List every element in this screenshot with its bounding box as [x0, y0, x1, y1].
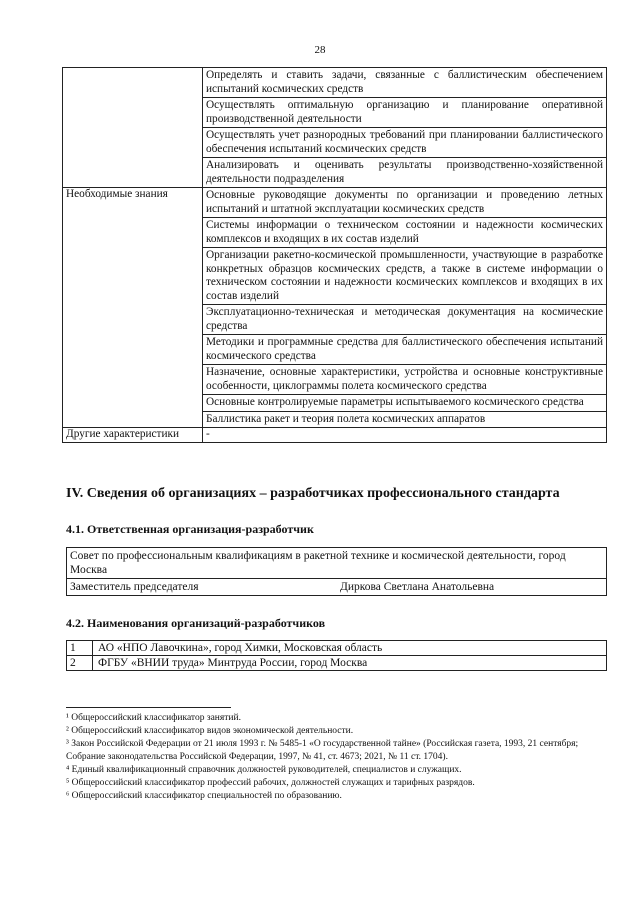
footnote-separator — [66, 707, 231, 708]
responsible-org-table — [66, 547, 607, 596]
skills-knowledge-table — [62, 67, 607, 443]
responsible-org-heading: 4.1. Ответственная организация-разработчик — [66, 522, 314, 536]
page-number: 28 — [314, 44, 326, 56]
table-row — [67, 656, 607, 671]
developer-number: 1 — [67, 641, 93, 656]
knowledge-cell: Баллистика ракет и теория полета космических аппаратов — [203, 411, 607, 428]
footnote: ⁶ Общероссийский классификатор специальностей по образованию. — [66, 791, 342, 801]
skills-label-cell — [63, 68, 203, 188]
table-row — [67, 579, 607, 596]
developer-number: 2 — [67, 656, 93, 671]
knowledge-cell: Методики и программные средства для баллистического обеспечения испытаний космического средства — [203, 335, 607, 365]
other-characteristics-value: - — [203, 428, 607, 443]
skill-cell: Анализировать и оценивать результаты производственно-хозяйственной деятельности подразделения — [203, 158, 607, 188]
footnote: ⁴ Единый квалификационный справочник должностей руководителей, специалистов и служащих. — [66, 765, 462, 775]
table-row — [67, 548, 607, 579]
table-row — [63, 428, 607, 443]
section-title: IV. Сведения об организациях – разработчиках профессионального стандарта — [66, 486, 560, 501]
footnote: ⁵ Общероссийский классификатор профессий рабочих, должностей служащих и тарифных разрядов. — [66, 778, 475, 788]
knowledge-cell: Основные руководящие документы по организации и проведению летных испытаний и штатной эксплуатации космических средств — [203, 188, 607, 218]
knowledge-cell: Организации ракетно-космической промышленности, участвующие в разработке конкретных образцов космических средств, а также в системе информации о техническом состоянии и надежности космических комплексов и входящих в их состав изделий — [203, 248, 607, 305]
table-row — [63, 68, 607, 98]
knowledge-label: Необходимые знания — [63, 188, 203, 428]
table-row — [67, 641, 607, 656]
developer-name: АО «НПО Лавочкина», город Химки, Московская область — [93, 641, 607, 656]
knowledge-cell: Назначение, основные характеристики, устройства и основные конструктивные особенности, циклограммы полета космического средства — [203, 365, 607, 395]
developers-table — [66, 640, 607, 671]
responsible-signatory-cell — [67, 579, 607, 596]
signatory-name: Диркова Светлана Анатольевна — [340, 581, 495, 593]
skill-cell: Определять и ставить задачи, связанные с баллистическим обеспечением испытаний космических средств — [203, 68, 607, 98]
table-row — [63, 188, 607, 218]
skill-cell: Осуществлять оптимальную организацию и планирование оперативной производственной деятельности — [203, 98, 607, 128]
footnote: ² Общероссийский классификатор видов экономической деятельности. — [66, 726, 354, 736]
responsible-org-name: Совет по профессиональным квалификациям в ракетной технике и космической деятельности, город Москва — [67, 548, 607, 579]
developers-heading: 4.2. Наименования организаций-разработчиков — [66, 616, 326, 630]
knowledge-cell: Эксплуатационно-техническая и методическая документация на космические средства — [203, 305, 607, 335]
signatory-position: Заместитель председателя — [70, 581, 199, 593]
skill-cell: Осуществлять учет разнородных требований при планировании баллистического обеспечения испытаний космических средств — [203, 128, 607, 158]
knowledge-cell: Системы информации о техническом состоянии и надежности космических комплексов и входящих в их состав изделий — [203, 218, 607, 248]
other-characteristics-label: Другие характеристики — [63, 428, 203, 443]
footnote: ¹ Общероссийский классификатор занятий. — [66, 713, 241, 723]
footnote: ³ Закон Российской Федерации от 21 июля 1993 г. № 5485-1 «О государственной тайне» (Российская газета, 1993, 21 сентября; Собрание законодательства Российской Федерации, 1997, № 41, ст. 4673; 2021, № 11 ст. 1704). — [66, 739, 579, 762]
knowledge-cell: Основные контролируемые параметры испытываемого космического средства — [203, 395, 607, 412]
developer-name: ФГБУ «ВНИИ труда» Минтруда России, город Москва — [93, 656, 607, 671]
footnotes — [66, 712, 611, 803]
